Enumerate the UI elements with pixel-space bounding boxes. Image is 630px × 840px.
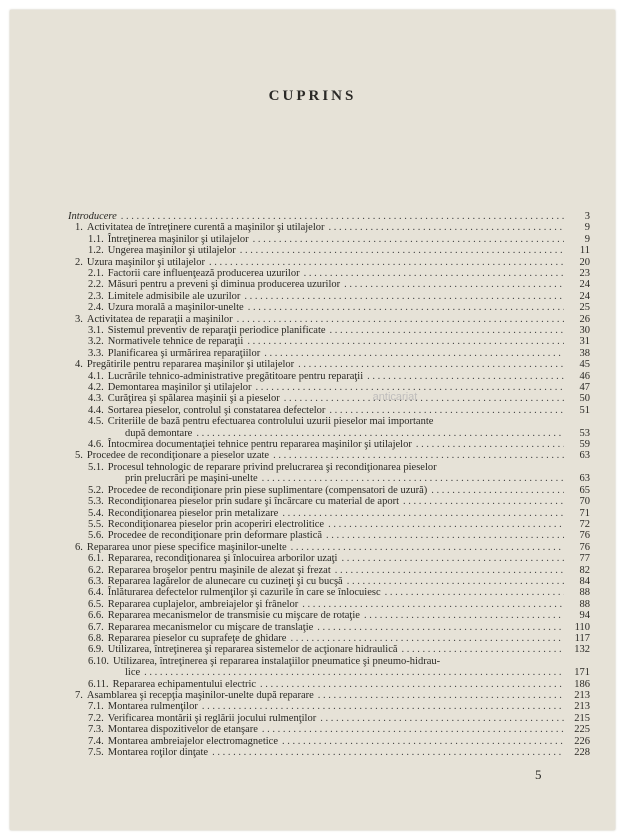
toc-entry-number: 3. xyxy=(75,314,83,325)
toc-entry xyxy=(88,747,590,759)
toc-entry-label: Recondiţionarea pieselor prin metalizare xyxy=(107,508,279,519)
toc-entry-number: 2. xyxy=(75,257,83,268)
leader-dots xyxy=(298,359,564,371)
toc-entry-number: 7.1. xyxy=(88,701,104,712)
toc-entry-label: Ungerea maşinilor şi utilajelor xyxy=(107,245,236,256)
toc-entry xyxy=(75,359,590,371)
leader-dots xyxy=(364,610,564,622)
toc-entry-label: Planificarea şi urmărirea reparaţiilor xyxy=(107,348,261,359)
toc-entry-label: Activitatea de întreţinere curentă a maşinilor şi utilajelor xyxy=(86,222,325,233)
toc-entry-number: 6.3. xyxy=(88,576,104,587)
toc-entry-label: Procesul tehnologic de reparare privind prelucrarea şi recondiţionarea pieselor xyxy=(107,462,437,473)
toc-entry-label: Montarea dispozitivelor de etanşare xyxy=(107,724,258,735)
toc-entry-label: Sortarea pieselor, controlul şi constatarea defectelor xyxy=(107,405,326,416)
toc-entry-page: 30 xyxy=(579,325,590,336)
toc-entry-page: 171 xyxy=(574,667,590,678)
toc-entry-continuation xyxy=(125,667,590,679)
toc-entry-page: 53 xyxy=(579,428,590,439)
toc-entry-page: 84 xyxy=(579,576,590,587)
toc-entry-page: 50 xyxy=(579,393,590,404)
toc-entry xyxy=(88,553,590,565)
toc-entry-page: 59 xyxy=(579,439,590,450)
toc-entry-number: 6.4. xyxy=(88,587,104,598)
toc-entry-label: Utilizarea, întreţinerea şi repararea sistemelor de acţionare hidraulică xyxy=(107,644,398,655)
leader-dots xyxy=(385,587,564,599)
toc-entry-number: 6. xyxy=(75,542,83,553)
toc-entry xyxy=(88,587,590,599)
leader-dots xyxy=(247,336,564,348)
toc-entry-number: 6.7. xyxy=(88,622,104,633)
toc-entry-page: 31 xyxy=(579,336,590,347)
watermark: anticariat xyxy=(372,391,418,403)
toc-entry-number: 2.4. xyxy=(88,302,104,313)
toc-entry xyxy=(88,701,590,713)
toc-entry-label: Recondiţionarea pieselor prin sudare şi încărcare cu material de aport xyxy=(107,496,399,507)
toc-entry-page: 76 xyxy=(579,530,590,541)
toc-entry-page: 132 xyxy=(574,644,590,655)
toc-entry-label: Recondiţionarea pieselor prin acoperiri electrolitice xyxy=(107,519,325,530)
toc-entry-page: 228 xyxy=(574,747,590,758)
toc-entry-number: 5.1. xyxy=(88,462,104,473)
toc-entry-page: 72 xyxy=(579,519,590,530)
toc-entry-label: Normativele tehnice de reparaţii xyxy=(107,336,244,347)
toc-entry-number: 6.6. xyxy=(88,610,104,621)
toc-entry-label: Activitatea de reparaţii a maşinilor xyxy=(86,314,233,325)
toc-entry-page: 117 xyxy=(574,633,590,644)
toc-entry-number: 7.3. xyxy=(88,724,104,735)
toc-entry-number: 7.2. xyxy=(88,713,104,724)
toc-entry-label: Repararea cuplajelor, ambreiajelor şi frânelor xyxy=(107,599,299,610)
toc-entry xyxy=(88,610,590,622)
toc-entry-page: 3 xyxy=(584,211,590,222)
toc-entry-number: 3.1. xyxy=(88,325,104,336)
toc-entry-page: 38 xyxy=(579,348,590,359)
toc-entry-number: 1. xyxy=(75,222,83,233)
toc-entry-label: Utilizarea, întreţinerea şi repararea instalaţiilor pneumatice şi pneumo-hidrau- xyxy=(113,656,441,667)
toc-entry-number: 5.6. xyxy=(88,530,104,541)
toc-entry-page: 77 xyxy=(579,553,590,564)
toc-entry-page: 65 xyxy=(579,485,590,496)
toc-entry-label: Introducere xyxy=(68,211,117,222)
toc-entry-label: Montarea roţilor dinţate xyxy=(107,747,209,758)
toc-entry xyxy=(88,416,590,428)
toc-entry-number: 6.10. xyxy=(88,656,109,667)
leader-dots xyxy=(240,245,564,257)
toc-entry-label: Factorii care influenţează producerea uzurilor xyxy=(107,268,300,279)
leader-dots xyxy=(144,667,564,679)
toc-entry xyxy=(88,279,590,291)
toc-entry-label: lice xyxy=(125,667,141,678)
toc-entry-page: 215 xyxy=(574,713,590,724)
toc-entry-number: 7. xyxy=(75,690,83,701)
toc-entry-number: 4.4. xyxy=(88,405,104,416)
toc-entry-page: 70 xyxy=(579,496,590,507)
toc-entry-page: 63 xyxy=(579,450,590,461)
toc-entry-label: Lucrările tehnico-administrative pregătitoare pentru reparaţii xyxy=(107,371,364,382)
toc-entry-label: Măsuri pentru a preveni şi diminua producerea uzurilor xyxy=(107,279,341,290)
toc-entry-page: 94 xyxy=(579,610,590,621)
toc-entry-page: 11 xyxy=(579,245,590,256)
leader-dots xyxy=(202,701,564,713)
toc-entry-page: 45 xyxy=(579,359,590,370)
toc-entry-label: Întocmirea documentaţiei tehnice pentru repararea maşinilor şi utilajelor xyxy=(107,439,412,450)
toc-entry-label: Verificarea montării şi reglării jocului rulmenţilor xyxy=(107,713,317,724)
toc-entry-page: 46 xyxy=(579,371,590,382)
toc-entry-label: prin prelucrări pe maşini-unelte xyxy=(125,473,258,484)
toc-entry-page: 88 xyxy=(579,599,590,610)
toc-entry-label: Sistemul preventiv de reparaţii periodice planificate xyxy=(107,325,326,336)
toc-entry-label: Întreţinerea maşinilor şi utilajelor xyxy=(107,234,249,245)
toc-entry xyxy=(75,222,590,234)
toc-entry-number: 2.2. xyxy=(88,279,104,290)
page-title: CUPRINS xyxy=(268,88,357,104)
toc-entry-page: 47 xyxy=(579,382,590,393)
toc-entry-page: 71 xyxy=(579,508,590,519)
toc-entry-number: 6.8. xyxy=(88,633,104,644)
toc-entry-page: 88 xyxy=(579,587,590,598)
toc-entry-number: 3.3. xyxy=(88,348,104,359)
toc-entry-number: 6.1. xyxy=(88,553,104,564)
toc-entry-label: Uzura morală a maşinilor-unelte xyxy=(107,302,244,313)
toc-entry-label: Montarea rulmenţilor xyxy=(107,701,198,712)
toc-entry-number: 3.2. xyxy=(88,336,104,347)
toc-entry-label: Demontarea maşinilor şi utilajelor xyxy=(107,382,252,393)
toc-entry-number: 4. xyxy=(75,359,83,370)
toc-entry-number: 4.3. xyxy=(88,393,104,404)
toc-entry-label: Procedee de recondiţionare prin deformare plastică xyxy=(107,530,323,541)
toc-entry-number: 5.2. xyxy=(88,485,104,496)
toc-entry-number: 7.4. xyxy=(88,736,104,747)
toc-entry-label: Asamblarea şi recepţia maşinilor-unelte după reparare xyxy=(86,690,314,701)
toc-entry-number: 4.5. xyxy=(88,416,104,427)
leader-dots xyxy=(326,530,564,542)
leader-dots xyxy=(212,747,564,759)
toc-entry-number: 6.9. xyxy=(88,644,104,655)
toc-entry-label: Montarea ambreiajelor electromagnetice xyxy=(107,736,278,747)
page-number: 5 xyxy=(535,767,542,782)
toc-entry xyxy=(88,393,590,405)
toc-entry-number: 6.5. xyxy=(88,599,104,610)
leader-dots xyxy=(248,302,564,314)
toc-entry xyxy=(88,530,590,542)
book-page xyxy=(10,10,615,830)
toc-entry-number: 6.2. xyxy=(88,565,104,576)
toc-entry-continuation xyxy=(125,473,590,485)
toc-entry-page: 186 xyxy=(574,679,590,690)
toc-entry-page: 63 xyxy=(579,473,590,484)
toc-entry-page: 20 xyxy=(579,257,590,268)
toc-entry xyxy=(75,450,590,462)
toc-entry-page: 9 xyxy=(584,222,590,233)
toc-entry-label: Repararea echipamentului electric xyxy=(112,679,257,690)
toc-entry-page: 51 xyxy=(579,405,590,416)
toc-entry xyxy=(88,302,590,314)
toc-entry-number: 4.2. xyxy=(88,382,104,393)
toc-entry-page: 9 xyxy=(584,234,590,245)
toc-entry-page: 82 xyxy=(579,565,590,576)
toc-entry-label: Procedee de recondiţionare prin piese suplimentare (compensatori de uzură) xyxy=(107,485,428,496)
toc-entry-number: 5.3. xyxy=(88,496,104,507)
toc-entry-page: 213 xyxy=(574,690,590,701)
toc-entry-label: Uzura maşinilor şi utilajelor xyxy=(86,257,205,268)
toc-entry-number: 4.6. xyxy=(88,439,104,450)
leader-dots xyxy=(344,279,564,291)
leader-dots xyxy=(341,553,564,565)
leader-dots xyxy=(262,724,564,736)
toc-entry-label: Repararea broşelor pentru maşinile de alezat şi frezat xyxy=(107,565,331,576)
toc-entry-page: 225 xyxy=(574,724,590,735)
toc-entry-label: Limitele admisibile ale uzurilor xyxy=(107,291,241,302)
toc-entry-page: 76 xyxy=(579,542,590,553)
toc-entry-label: Repararea lagărelor de alunecare cu cuzineţi şi cu bucşă xyxy=(107,576,343,587)
toc-entry-label: Criteriile de bază pentru efectuarea controlului uzurii pieselor mai importante xyxy=(107,416,434,427)
toc-entry-page: 110 xyxy=(574,622,590,633)
toc-entry-label: Curăţirea şi spălarea maşinii şi a pieselor xyxy=(107,393,280,404)
toc-entry-number: 7.5. xyxy=(88,747,104,758)
toc-entry-number: 5.5. xyxy=(88,519,104,530)
toc-entry-page: 24 xyxy=(579,291,590,302)
toc-entry-number: 2.1. xyxy=(88,268,104,279)
toc-entry-label: Repararea mecanismelor cu mişcare de translaţie xyxy=(107,622,314,633)
leader-dots xyxy=(402,644,564,656)
toc-entry-label: după demontare xyxy=(125,428,193,439)
toc-entry-number: 5.4. xyxy=(88,508,104,519)
toc-entry-label: Repararea, recondiţionarea şi înlocuirea arborilor uzaţi xyxy=(107,553,338,564)
leader-dots xyxy=(329,222,565,234)
toc-entry-number: 4.1. xyxy=(88,371,104,382)
toc-entry-page: 213 xyxy=(574,701,590,712)
toc-entry xyxy=(88,644,590,656)
toc-entry-label: Repararea pieselor cu suprafeţe de ghidare xyxy=(107,633,287,644)
toc-entry xyxy=(88,724,590,736)
toc-entry-page: 23 xyxy=(579,268,590,279)
leader-dots xyxy=(403,496,564,508)
toc-entry-label: Înlăturarea defectelor rulmenţilor şi cazurile în care se înlocuiesc xyxy=(107,587,381,598)
toc-entry-label: Procedee de recondiţionare a pieselor uzate xyxy=(86,450,270,461)
toc-entry-page: 25 xyxy=(579,302,590,313)
toc-entry xyxy=(88,336,590,348)
leader-dots xyxy=(273,450,564,462)
leader-dots xyxy=(262,473,564,485)
toc-entry-number: 1.1. xyxy=(88,234,104,245)
toc-entry-label: Repararea mecanismelor de transmisie cu mişcare de rotaţie xyxy=(107,610,360,621)
toc-entry xyxy=(88,245,590,257)
table-of-contents xyxy=(10,10,615,830)
toc-entry-number: 5. xyxy=(75,450,83,461)
toc-entry-label: Pregătirile pentru repararea maşinilor şi utilajelor xyxy=(86,359,295,370)
toc-entry-label: Repararea unor piese specifice maşinilor-unelte xyxy=(86,542,287,553)
toc-entry-page: 24 xyxy=(579,279,590,290)
toc-entry-number: 6.11. xyxy=(88,679,109,690)
toc-entry-number: 1.2. xyxy=(88,245,104,256)
toc-entry-page: 226 xyxy=(574,736,590,747)
toc-entry-number: 2.3. xyxy=(88,291,104,302)
toc-entry-page: 26 xyxy=(579,314,590,325)
toc-entry xyxy=(88,496,590,508)
